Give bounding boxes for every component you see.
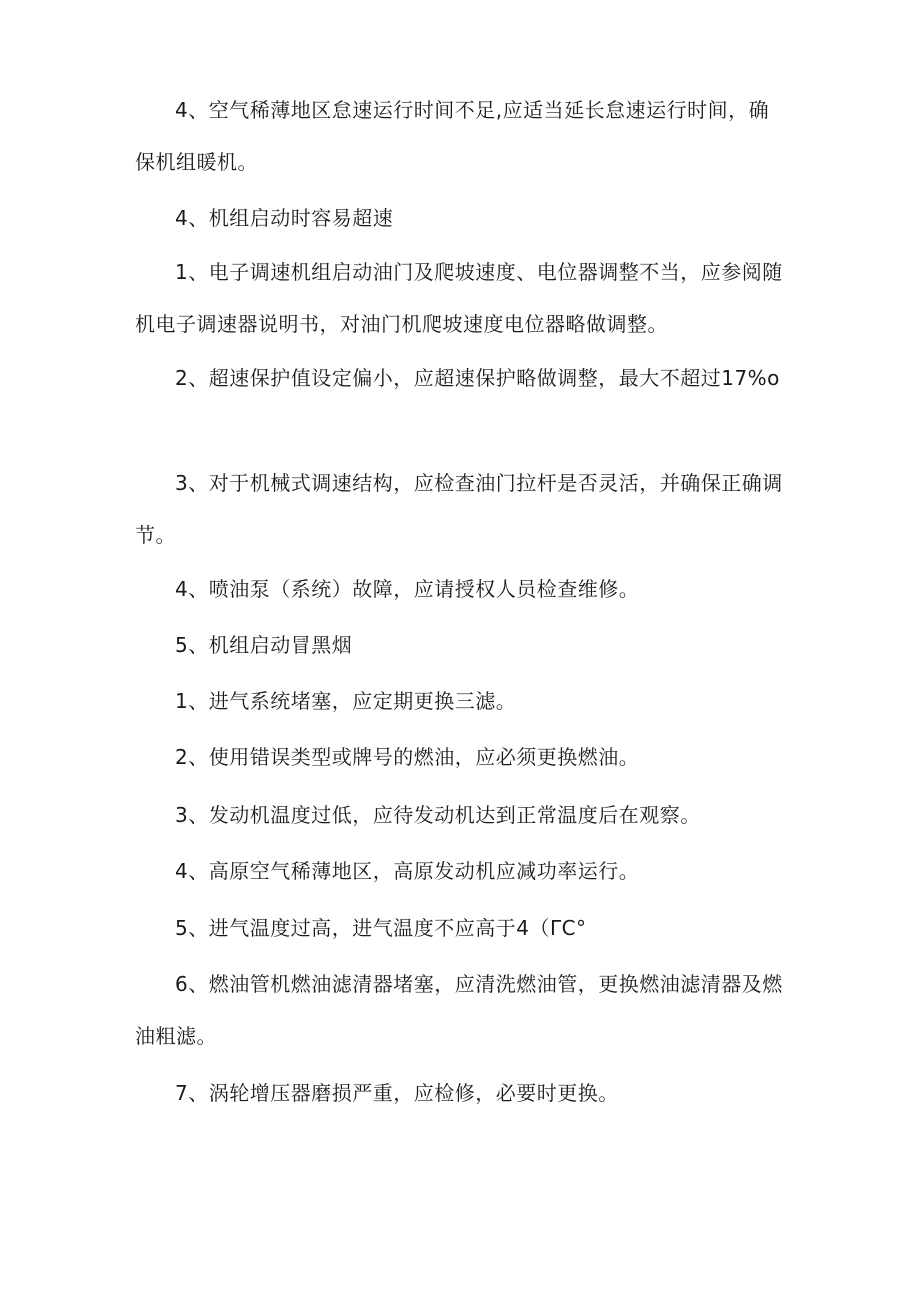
paragraph-text: 4、喷油泵（系统）故障，应请授权人员检查维修。 <box>175 577 640 601</box>
paragraph-overspeed-protection <box>135 352 785 404</box>
paragraph-mechanical-governor <box>135 457 785 561</box>
paragraph-fuel-filter <box>135 958 785 1062</box>
paragraph-text: 1、电子调速机组启动油门及爬坡速度、电位器调整不当，应参阅随机电子调速器说明书，对油门机爬坡速度电位器略做调整。 <box>135 260 783 336</box>
paragraph-injection-pump <box>135 563 785 615</box>
paragraph-low-temperature <box>135 789 785 841</box>
paragraph-text: 3、发动机温度过低，应待发动机达到正常温度后在观察。 <box>175 803 701 827</box>
paragraph-electronic-governor <box>135 246 785 350</box>
paragraph-text: 2、超速保护值设定偏小，应超速保护略做调整，最大不超过17%o <box>175 366 780 390</box>
heading-overspeed <box>135 192 785 244</box>
paragraph-text: 2、使用错误类型或牌号的燃油，应必须更换燃油。 <box>175 745 640 769</box>
paragraph-idle-warmup <box>135 84 785 188</box>
paragraph-text: 3、对于机械式调速结构，应检查油门拉杆是否灵活，并确保正确调节。 <box>135 471 783 547</box>
paragraph-text: 4、机组启动时容易超速 <box>175 206 394 230</box>
paragraph-text: 4、高原空气稀薄地区，高原发动机应减功率运行。 <box>175 859 640 883</box>
paragraph-text: 1、进气系统堵塞，应定期更换三滤。 <box>175 689 517 713</box>
paragraph-text: 7、涡轮增压器磨损严重，应检修，必要时更换。 <box>175 1081 619 1105</box>
heading-black-smoke <box>135 619 785 671</box>
paragraph-text: 5、进气温度过高，进气温度不应高于4（ΓC° <box>175 916 587 940</box>
paragraph-intake-blocked <box>135 675 785 727</box>
paragraph-text: 6、燃油管机燃油滤清器堵塞，应清洗燃油管，更换燃油滤清器及燃油粗滤。 <box>135 972 783 1048</box>
paragraph-high-altitude <box>135 845 785 897</box>
paragraph-turbocharger <box>135 1067 785 1119</box>
paragraph-wrong-fuel <box>135 731 785 783</box>
paragraph-intake-temperature <box>135 902 785 954</box>
paragraph-text: 4、空气稀薄地区怠速运行时间不足,应适当延长怠速运行时间，确保机组暖机。 <box>135 98 770 174</box>
paragraph-text: 5、机组启动冒黑烟 <box>175 633 353 657</box>
